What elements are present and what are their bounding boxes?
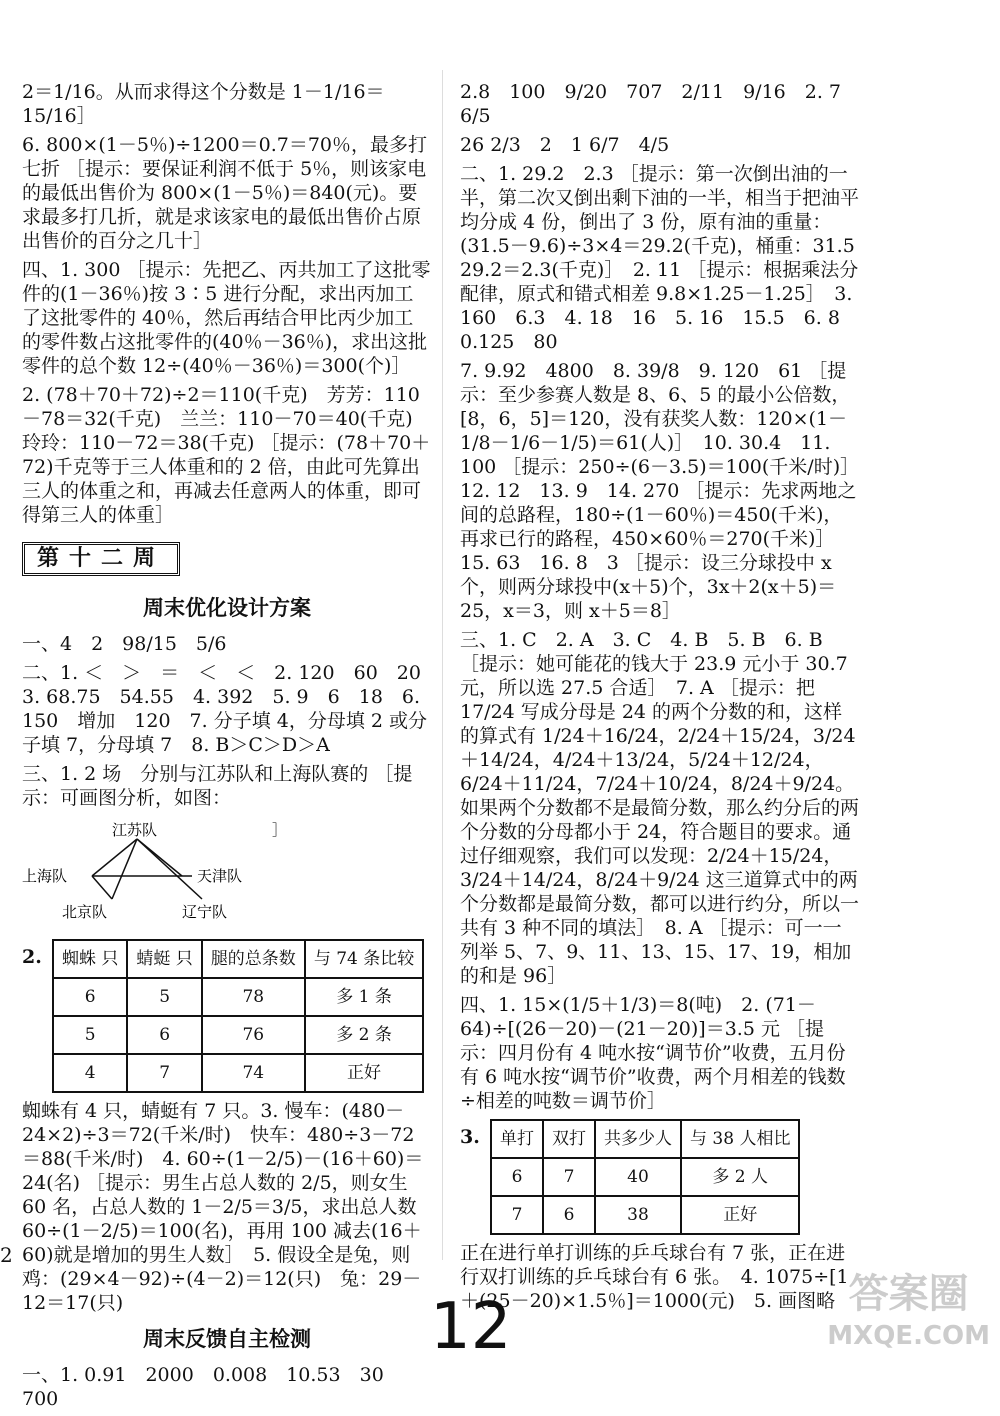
table-cell: 74 [202, 1054, 305, 1092]
table-cell: 正好 [681, 1196, 799, 1234]
table-cell: 正好 [305, 1054, 423, 1092]
table-cell: 40 [595, 1158, 681, 1196]
answer-line: 二、1. 29.2 2.3 ［提示：第一次倒出油的一半，第二次又倒出剩下油的一半，相当于把油平均分成 4 份，倒出了 3 份，原有油的重量：(31.5－9.6)÷3×4＝29.2(千克)，桶重：31.5 29.2＝2.3(千克)］ 2. 11 ［提示：根据乘法分配律，原式和错式相差 9.8×1.25－1.25］ 3. 160 6.3 4. 18 16 5. 16 15.5 6. 8 0.125 80 [460, 163, 874, 353]
table2-label: 3. [460, 1126, 480, 1148]
table-cell: 多 2 人 [681, 1158, 799, 1196]
answer-line: 2.8 100 9/20 707 2/11 9/16 2. 7 6/5 [460, 81, 861, 127]
table-header-cell: 与 74 条比较 [305, 940, 423, 978]
table-header-cell: 腿的总条数 [202, 940, 305, 978]
answer-line: 2. (78＋70＋72)÷2＝110(千克) 芳芳：110－78＝32(千克) 兰兰：110－70＝40(千克) 玲玲：110－72＝38(千克) ［提示：(78＋70＋72)千克等于三人体重和的 2 倍，由此可先算出三人的体重之和，再减去任意两人的体重，即可得第三人的体重］ [22, 384, 432, 526]
table-row [53, 978, 423, 1016]
answer-line: 一、1. 0.91 2000 0.008 10.53 30 700 [22, 1364, 403, 1410]
label-beijing: 北京队 [62, 903, 108, 921]
table-cell: 5 [53, 1016, 127, 1054]
section-title-feedback: 周末反馈自主检测 [143, 1327, 311, 1351]
table-header-cell: 与 38 人相比 [681, 1120, 799, 1158]
table-header-cell: 共多少人 [595, 1120, 681, 1158]
answer-line: 一、4 2 98/15 5/6 [22, 633, 227, 655]
table-row [53, 1016, 423, 1054]
table-cell: 多 1 条 [305, 978, 423, 1016]
label-shanghai: 上海队 [22, 867, 68, 885]
spider-dragonfly-table [52, 939, 424, 1093]
table-cell: 76 [202, 1016, 305, 1054]
label-liaoning: 辽宁队 [182, 903, 228, 921]
answer-line: 三、1. 2 场 分别与江苏队和上海队赛的 ［提示：可画图分析，如图： [22, 763, 413, 809]
answer-line: 正在进行单打训练的乒乓球台有 7 张，正在进行双打训练的乒乓球台有 6 张。 4. 1075÷[1＋(25－20)×1.5％]＝1000(元) 5. 画图略 [460, 1242, 849, 1312]
watermark-logo [827, 1273, 990, 1357]
answer-line: 三、1. C 2. A 3. C 4. B 5. B 6. B ［提示：她可能花的钱大于 23.9 元小于 30.7 元，所以选 27.5 合适］ 7. A ［提示：把 17/24 写成分母是 24 的两个分数的和，这样的算式有 1/24＋16/24，2/24＋15/24，3/24＋14/24，4/24＋13/24，5/24＋12/24，6/24＋11/24，7/24＋10/24，8/24＋9/24。如果两个分数都不是最简分数，那么约分后的两个分数的分母都小于 24，符合题目的要求。通过仔细观察，我们可以发现：2/24＋15/24，3/24＋14/24，8/24＋9/24 这三道算式中的两个分数都是最简分数，都可以进行约分，所以一共有 3 种不同的填法］ 8. A ［提示：可一一列举 5、7、9、11、13、15、17、19，相加的和是 96］ [460, 629, 860, 987]
answer-line: 26 2/3 2 1 6/7 4/5 [460, 134, 670, 156]
table-row [53, 1054, 423, 1092]
table-cell: 6 [53, 978, 127, 1016]
table-row [491, 1196, 799, 1234]
pingpong-table [490, 1119, 800, 1235]
answer-line: 二、1. ＜ ＞ ＝ ＜ ＜ 2. 120 60 20 3. 68.75 54.55 4. 392 5. 9 6 18 6. 150 增加 120 7. 分子填 4，分母填 2 或分子填 7，分母填 7 8. B＞C＞D＞A [22, 662, 440, 756]
table-cell: 6 [543, 1196, 595, 1234]
table-cell: 38 [595, 1196, 681, 1234]
table-cell: 6 [491, 1158, 543, 1196]
label-tianjin: 天津队 [197, 867, 243, 885]
table-cell: 7 [491, 1196, 543, 1234]
table-cell: 6 [127, 1016, 201, 1054]
answer-line: 7. 9.92 4800 8. 39/8 9. 120 61 ［提示：至少参赛人数是 8、6、5 的最小公倍数，[8，6，5]＝120，没有获奖人数：120×(1－1/8－1/6－1/5)＝61(人)］ 10. 30.4 11. 100 ［提示：250÷(6－3.5)＝100(千米/时)］ 12. 12 13. 9 14. 270 ［提示：先求两地之间的总路程，180÷(1－60％)＝450(千米)，再求已行的路程，450×60％＝270(千米)］ 15. 63 16. 8 3 ［提示：设三分球投中 x 个，则两分球投中(x＋5)个，3x＋2(x＋5)＝25，x＝3，则 x＋5＝8］ [460, 360, 869, 622]
team-match-diagram [22, 821, 342, 921]
column-divider [442, 70, 443, 1260]
table-header-cell: 蜘蛛 只 [53, 940, 127, 978]
week-badge: 第十二周 [22, 542, 180, 576]
table1-label: 2. [22, 946, 42, 968]
table-cell: 4 [53, 1054, 127, 1092]
table-cell: 7 [543, 1158, 595, 1196]
table-header-cell: 蜻蜓 只 [127, 940, 201, 978]
table-row [491, 1158, 799, 1196]
answer-line: 四、1. 300 ［提示：先把乙、丙共加工了这批零件的(1－36％)按 3∶5 进行分配，求出丙加工了这批零件的 40％，然后再结合甲比丙少加工的零件数占这批零件的(40％－36％)，求出这批零件的总个数 12÷(40％－36％)＝300(个)］ [22, 259, 431, 377]
watermark-text: 答案圈 [848, 1271, 969, 1317]
label-jiangsu: 江苏队 [112, 821, 158, 839]
table-cell: 78 [202, 978, 305, 1016]
answer-line: 2＝1/16。从而求得这个分数是 1－1/16＝15/16］ [22, 81, 385, 127]
handwritten-number: 12 [430, 1290, 512, 1364]
answer-line: 6. 800×(1－5％)÷1200＝0.7＝70％，最多打七折 ［提示：要保证利润不低于 5％，则该家电的最低出售价为 800×(1－5％)＝840(元)。要求最多打几折，就是求该家电的最低出售价占原出售价的百分之几十］ [22, 134, 428, 252]
left-column [22, 80, 440, 1416]
table-cell: 7 [127, 1054, 201, 1092]
answer-line: 四、1. 15×(1/5＋1/3)＝8(吨) 2. (71－64)÷[(26－20)－(21－20)]＝3.5 元 ［提示：四月份有 4 吨水按“调节价”收费，五月份有 6 吨水按“调节价”收费，两个月相差的钱数÷相差的吨数＝调节价］ [460, 994, 846, 1112]
section-title-optimize: 周末优化设计方案 [143, 596, 311, 620]
diagram-bracket: ］ [272, 821, 288, 839]
right-column [460, 80, 874, 1318]
answer-line: 蜘蛛有 4 只，蜻蜓有 7 只。3. 慢车：(480－24×2)÷3＝72(千米/时) 快车：480÷3－72＝88(千米/时) 4. 60÷(1－2/5)－(16＋60)＝24(名) ［提示：男生占总人数的 2/5，则女生 60 名，占总人数的 1－2/5＝3/5，求出总人数 60÷(1－2/5)＝100(名)，再用 100 减去(16＋60)就是增加的男生人数］ 5. 假设全是兔，则鸡：(29×4－92)÷(4－2)＝12(只) 兔：29－12＝17(只) [22, 1100, 424, 1314]
watermark-url: MXQE.COM [827, 1321, 990, 1351]
table-header-cell: 双打 [543, 1120, 595, 1158]
table-cell: 5 [127, 978, 201, 1016]
table-cell: 多 2 条 [305, 1016, 423, 1054]
table-header-cell: 单打 [491, 1120, 543, 1158]
page-number: 2 [0, 1243, 13, 1267]
